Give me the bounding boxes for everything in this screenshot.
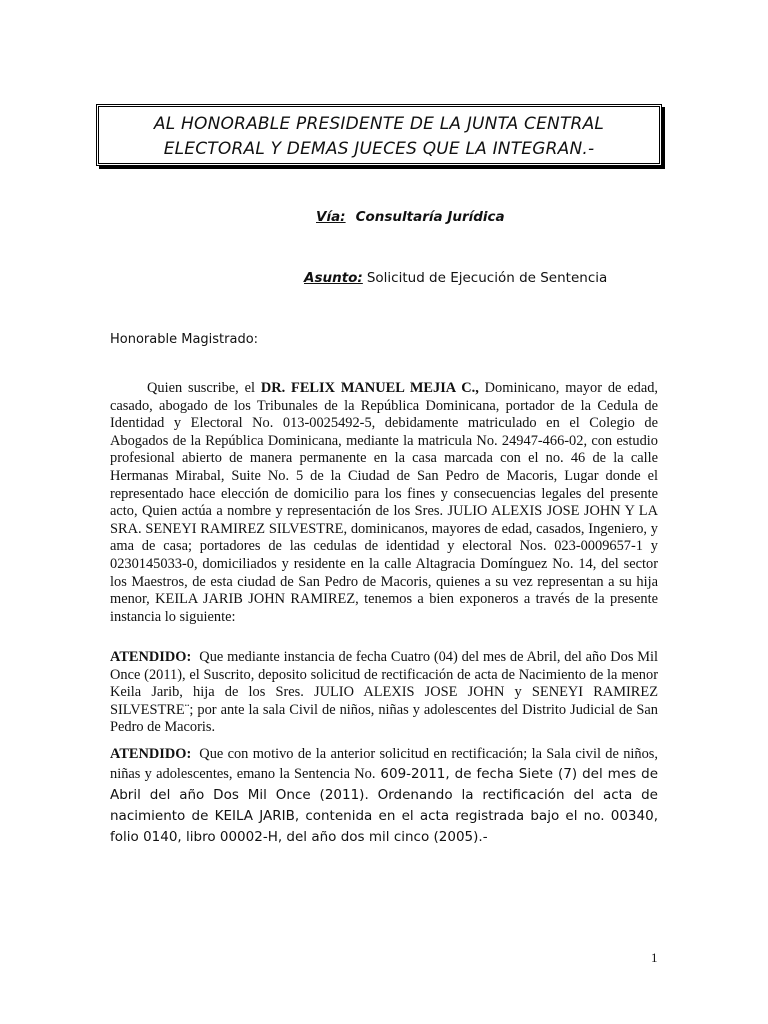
title-line-2: ELECTORAL Y DEMAS JUECES QUE LA INTEGRAN.- — [163, 139, 595, 159]
atendido-1-body: Que mediante instancia de fecha Cuatro (04) del mes de Abril, del año Dos Mil Once (2011), el Suscrito, deposito solicitud de rectificación de acta de Nacimiento de la menor Keila Jarib, hija de los Sres. JULIO ALEXIS JOSE JOHN y SENEYI RAMIREZ SILVESTRE¨; por ante la sala Civil de niños, niñas y adolescentes del Distrito Judicial de San Pedro de Macoris. — [110, 649, 658, 736]
paragraph-atendido-1 — [110, 649, 658, 737]
paragraph-atendido-2 — [110, 746, 658, 848]
title-line-1: AL HONORABLE PRESIDENTE DE LA JUNTA CENTRAL — [153, 114, 605, 134]
via-line — [316, 209, 505, 225]
via-label: Vía: — [316, 209, 346, 225]
greeting: Honorable Magistrado: — [110, 332, 259, 347]
paragraph-introduction — [110, 380, 658, 626]
atendido-label: ATENDIDO: — [110, 746, 192, 762]
atendido-2-body-sans: 609-2011, de fecha Siete (7) del mes de Abril del año Dos Mil Once (2011). Ordenando la rectificación del acta de nacimiento de KEILA JARIB, contenida en el acta registrada bajo el no. 00340, folio 0140, libro 00002-H, del año dos mil cinco (2005).- — [110, 765, 658, 845]
via-value: Consultaría Jurídica — [355, 209, 505, 225]
intro-text: Quien suscribe, el — [147, 380, 261, 396]
intro-body: Dominicano, mayor de edad, casado, abogado de los Tribunales de la República Dominicana, portador de la Cedula de Identidad y Electoral No. 013-0025492-5, debidamente matriculado en el Colegio de Abogados de la República Dominicana, mediante la matricula No. 24947-466-02, con estudio profesional abierto de manera permanente en la casa marcada con el no. 46 de la calle Hermanas Mirabal, Suite No. 5 de la Ciudad de San Pedro de Macoris, Lugar donde el representado hace elección de domicilio para los fines y consecuencias legales del presente acto, Quien actúa a nombre y representación de los Sres. JULIO ALEXIS JOSE JOHN Y LA SRA. SENEYI RAMIREZ SILVESTRE, dominicanos, mayores de edad, casados, Ingeniero, y ama de casa; portadores de las cedulas de identidad y electoral Nos. 023-0009657-1 y 0230145033-0, domiciliados y residente en la calle Altagracia Domínguez No. 14, del sector los Maestros, de esta ciudad de San Pedro de Macoris, quienes a su vez representan a su hija menor, KEILA JARIB JOHN RAMIREZ, tenemos a bien exponeros a través de la presente instancia lo siguiente: — [110, 380, 658, 625]
atendido-label: ATENDIDO: — [110, 649, 192, 665]
document-title-box — [96, 104, 662, 166]
page-number: 1 — [651, 950, 658, 965]
asunto-value: Solicitud de Ejecución de Sentencia — [366, 270, 608, 286]
asunto-label: Asunto: — [304, 270, 363, 286]
atendido-2-body-serif: Que con motivo de la anterior solicitud en rectificación; la Sala civil de niños, niñas y adolescentes, emano la Sentencia No. — [110, 746, 658, 782]
lawyer-name: DR. FELIX MANUEL MEJIA C., — [260, 380, 479, 396]
asunto-line — [304, 270, 607, 286]
